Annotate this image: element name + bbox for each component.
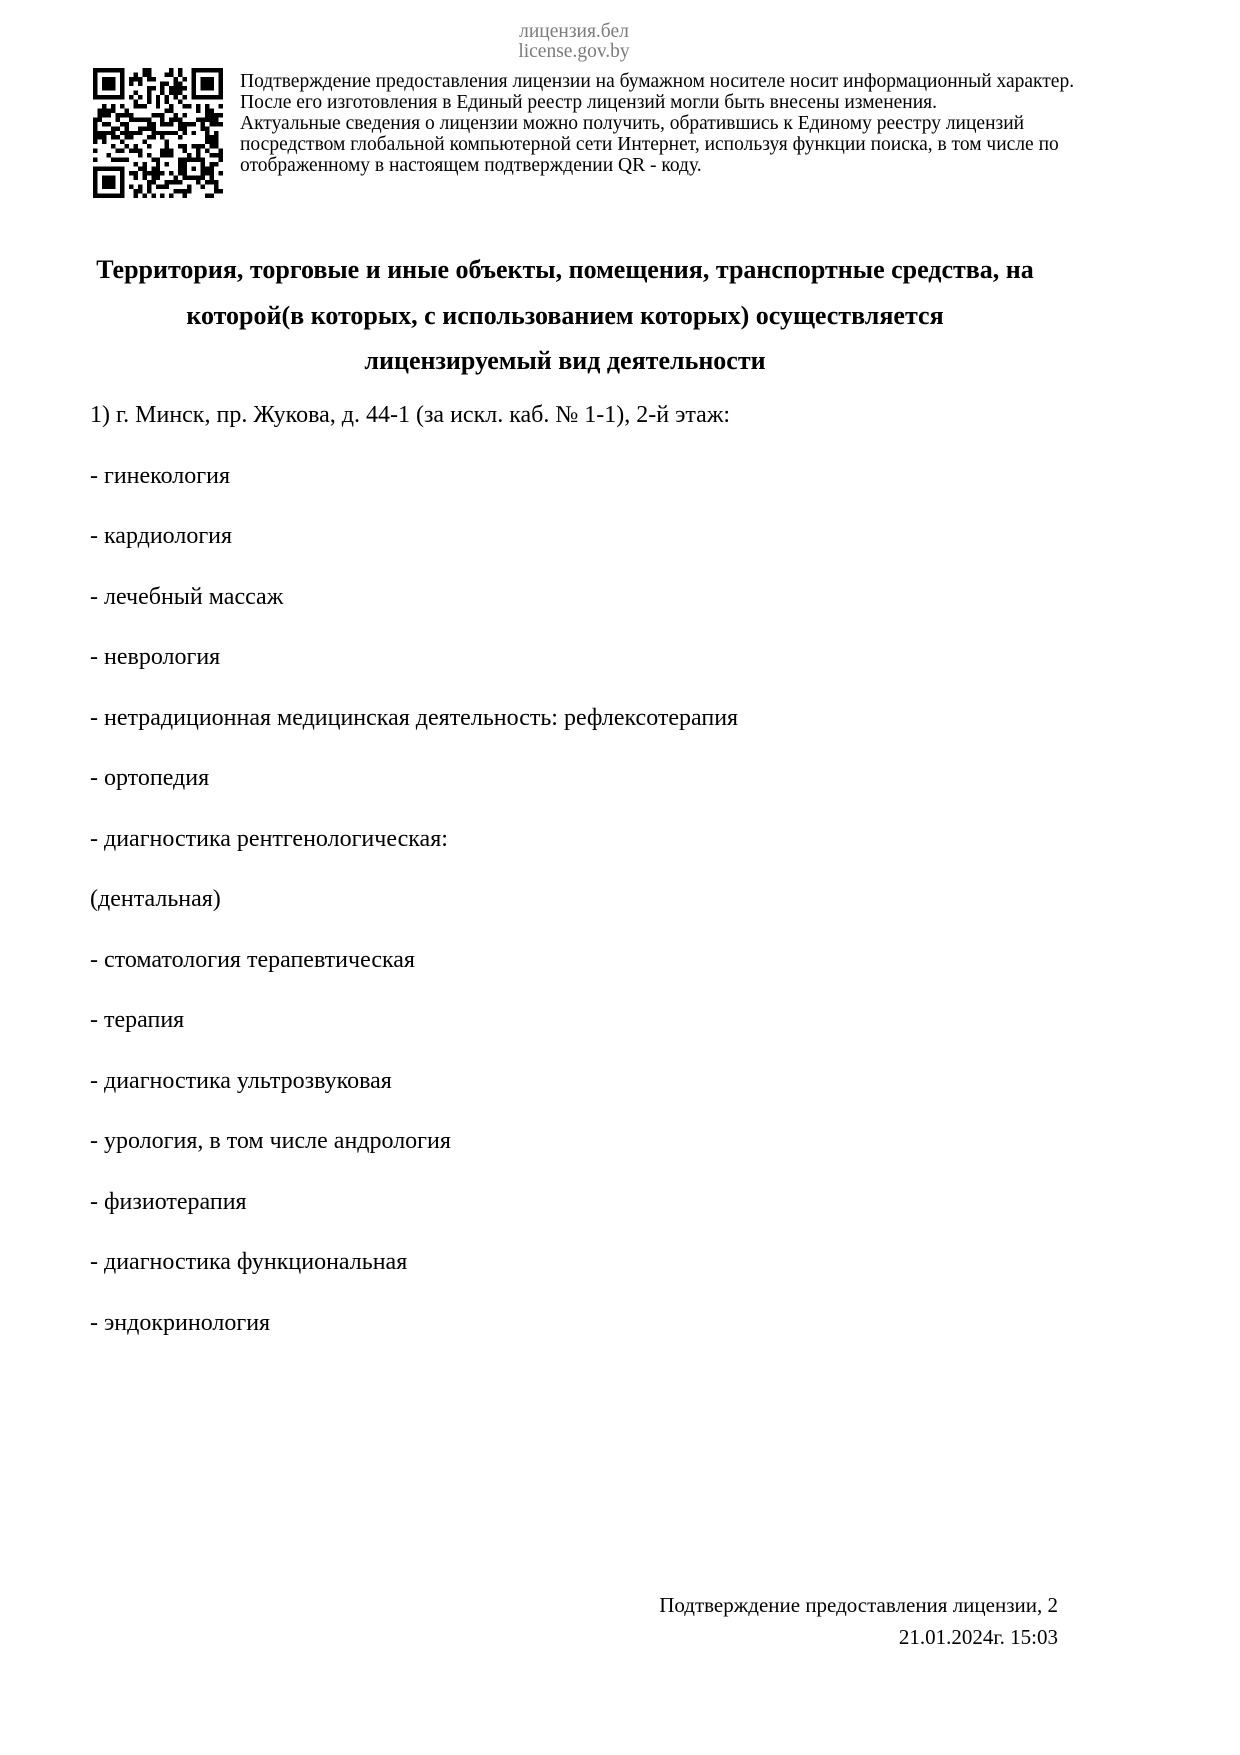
notice-line: отображенному в настоящем подтверждении QR - коду. xyxy=(240,155,702,176)
activity-list xyxy=(90,385,1100,1353)
list-item: - неврология xyxy=(90,644,221,670)
list-item: - лечебный массаж xyxy=(90,583,284,610)
list-item: - диагностика рентгенологическая: xyxy=(90,825,448,852)
qr-code-image xyxy=(93,68,223,198)
section-title-line: которой(в которых, с использованием которых) осуществляется xyxy=(186,300,944,330)
footer-doc-label: Подтверждение предоставления лицензии, 2 xyxy=(659,1593,1058,1617)
list-item: (дентальная) xyxy=(90,886,221,912)
list-item: - терапия xyxy=(90,1007,185,1033)
list-item: - диагностика функциональная xyxy=(90,1249,408,1275)
footer-timestamp: 21.01.2024г. 15:03 xyxy=(898,1625,1058,1649)
section-title xyxy=(90,247,1040,384)
list-item: - ортопедия xyxy=(90,765,210,791)
qr-code-icon xyxy=(93,68,223,198)
list-item: - урология, в том числе андрология xyxy=(90,1128,451,1154)
list-item: - физиотерапия xyxy=(90,1188,247,1215)
list-item: - нетрадиционная медицинская деятельность: рефлексотерапия xyxy=(90,704,739,731)
notice-paragraph xyxy=(240,71,1170,176)
list-item: - диагностика ультрозвуковая xyxy=(90,1067,392,1094)
list-item: - стоматология терапевтическая xyxy=(90,946,415,973)
notice-line: Актуальные сведения о лицензии можно получить, обратившись к Единому реестру лицензий xyxy=(240,113,1025,134)
brand-name-cyrillic: лицензия.бел xyxy=(519,21,629,42)
address-line: 1) г. Минск, пр. Жукова, д. 44-1 (за искл. каб. № 1-1), 2-й этаж: xyxy=(90,402,731,428)
notice-line: Подтверждение предоставления лицензии на бумажном носителе носит информационный характер. xyxy=(240,71,1075,92)
section-title-line: лицензируемый вид деятельности xyxy=(364,346,766,375)
list-item: - эндокринология xyxy=(90,1309,271,1336)
notice-line: После его изготовления в Единый реестр лицензий могли быть внесены изменения. xyxy=(240,92,938,113)
site-brand xyxy=(90,22,1058,62)
brand-domain: license.gov.by xyxy=(518,41,630,62)
list-item: - гинекология xyxy=(90,462,231,489)
list-item: - кардиология xyxy=(90,523,233,549)
section-title-line: Территория, торговые и иные объекты, помещения, транспортные средства, на xyxy=(96,255,1034,284)
page-footer xyxy=(90,1589,1058,1653)
notice-line: посредством глобальной компьютерной сети Интернет, используя функции поиска, в том числе по xyxy=(240,134,1059,155)
